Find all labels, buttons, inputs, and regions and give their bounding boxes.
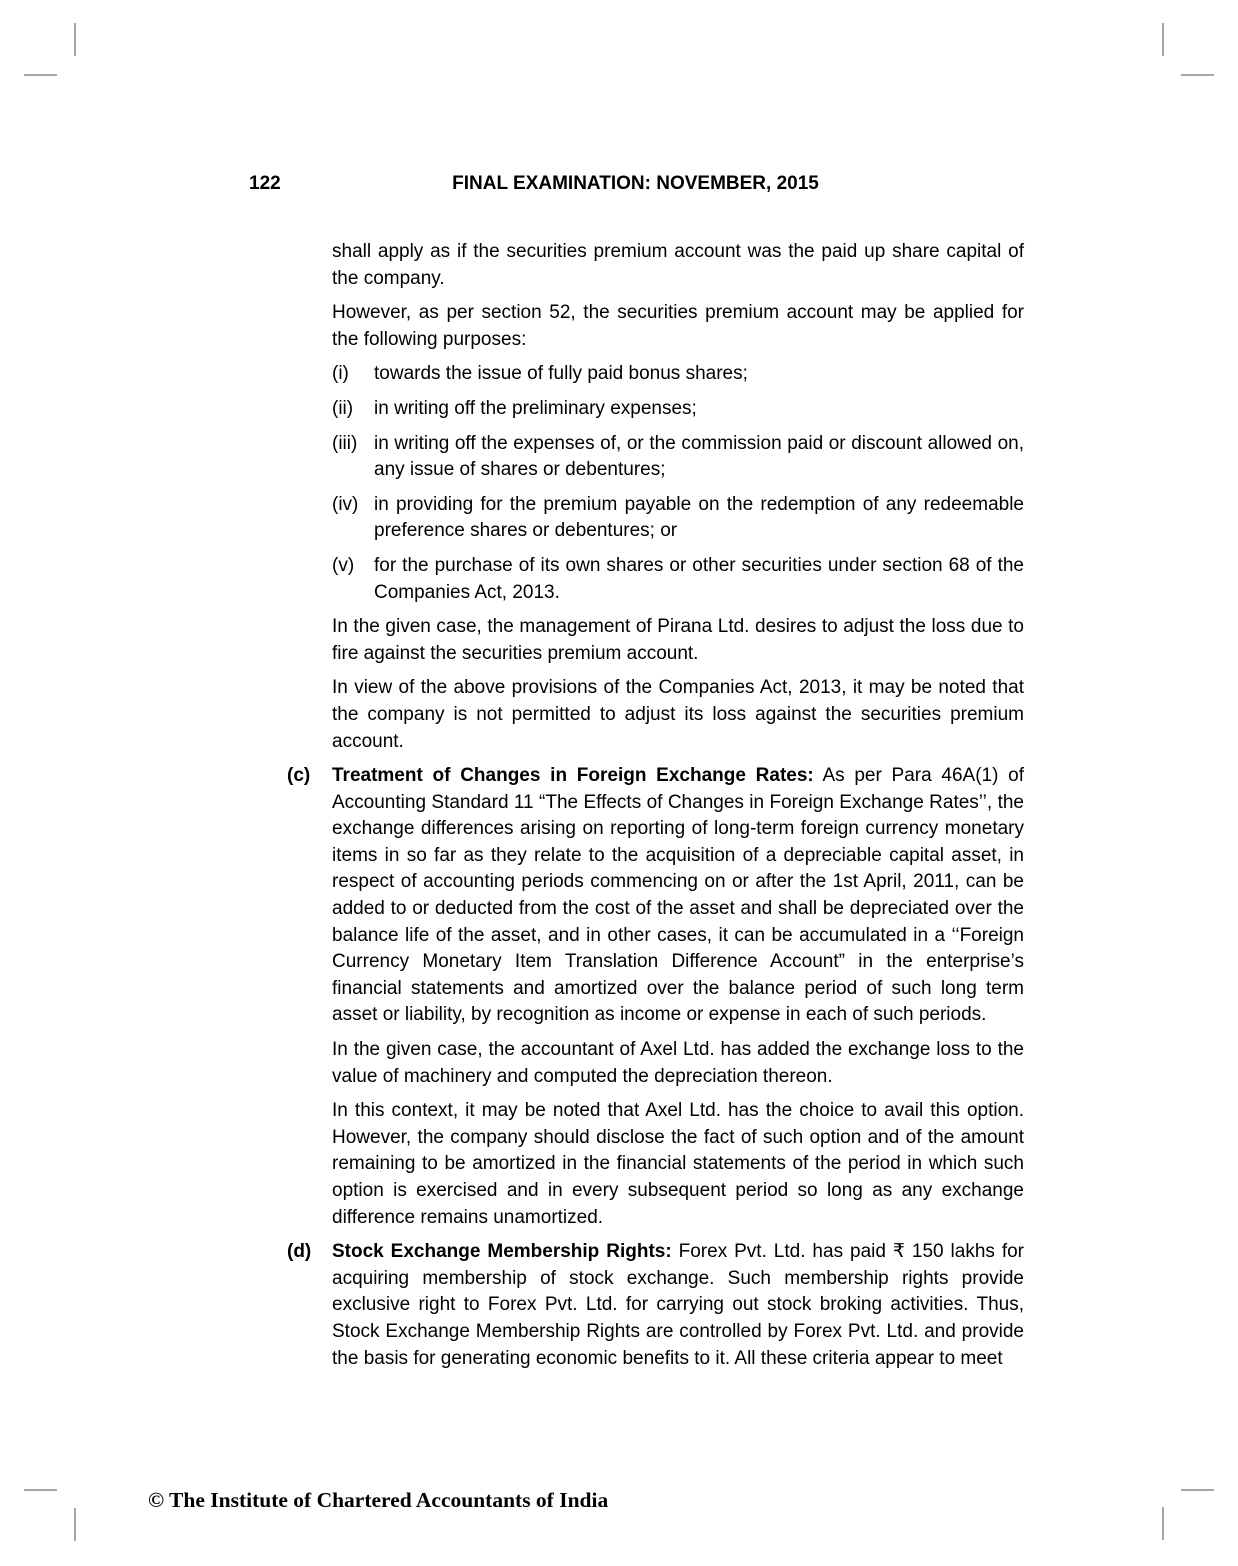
list-item: [332, 396, 1024, 423]
section-heading: Stock Exchange Membership Rights:: [332, 1241, 672, 1263]
document-body: [287, 239, 1024, 1380]
paragraph: However, as per section 52, the securities premium account may be applied for the following purposes:: [332, 302, 1024, 350]
list-item-text: towards the issue of fully paid bonus shares;: [374, 363, 748, 385]
paragraph: shall apply as if the securities premium account was the paid up share capital of the company.: [332, 241, 1024, 289]
crop-mark-bottom-left-vertical: [74, 1508, 76, 1541]
list-item-label: (iii): [332, 432, 358, 454]
list-item-text: in writing off the expenses of, or the commission paid or discount allowed on, any issue of shares or debentures;: [374, 432, 1024, 481]
paragraph: In the given case, the accountant of Axel Ltd. has added the exchange loss to the value of machinery and computed the depreciation thereon.: [332, 1039, 1024, 1087]
crop-mark-top-right-horizontal: [1181, 74, 1214, 76]
crop-mark-top-left-vertical: [74, 23, 76, 56]
crop-mark-bottom-right-horizontal: [1181, 1489, 1214, 1491]
list-item-label: (ii): [332, 397, 354, 419]
section-text: Forex Pvt. Ltd. has paid ₹ 150 lakhs for acquiring membership of stock exchange. Such membership rights provide exclusive right to Forex Pvt. Ltd. for carrying out stock broking activities. Thus, Stock Exchange Membership Rights are controlled by Forex Pvt. Ltd. and provide the basis for generating economic benefits to it. All these criteria appear to meet: [332, 1241, 1025, 1369]
paragraph: In the given case, the management of Pirana Ltd. desires to adjust the loss due to fire against the securities premium account.: [332, 616, 1024, 664]
list-item-text: in writing off the preliminary expenses;: [374, 397, 697, 419]
list-item-text: for the purchase of its own shares or other securities under section 68 of the Companies Act, 2013.: [374, 554, 1024, 603]
list-item: [332, 492, 1024, 545]
crop-mark-bottom-right-vertical: [1162, 1507, 1164, 1540]
crop-mark-top-right-vertical: [1162, 23, 1164, 56]
page-header: [247, 171, 1024, 197]
section-label: (c): [287, 765, 311, 787]
header-title: FINAL EXAMINATION: NOVEMBER, 2015: [452, 173, 819, 194]
list-item: [332, 553, 1024, 606]
paragraph: In view of the above provisions of the Companies Act, 2013, it may be noted that the company is not permitted to adjust its loss against the securities premium account.: [332, 677, 1024, 752]
section-body: [332, 1239, 1024, 1372]
section-label: (d): [287, 1241, 312, 1263]
copyright-footer: © The Institute of Chartered Accountants of India: [148, 1488, 609, 1512]
section-text: As per Para 46A(1) of Accounting Standard 11 “The Effects of Changes in Foreign Exchange Rates’’, the exchange differences arising on reporting of long-term foreign currency monetary items in so far as they relate to the acquisition of a depreciable capital asset, in respect of accounting periods commencing on or after the 1st April, 2011, can be added to or deducted from the cost of the asset and shall be depreciated over the balance life of the asset, and in other cases, it can be accumulated in a ‘‘Foreign Currency Monetary Item Translation Difference Account” in the enterprise’s financial statements and amortized over the balance period of such long term asset or liability, by recognition as income or expense in each of such periods.: [332, 765, 1024, 1026]
list-item-text: in providing for the premium payable on the redemption of any redeemable preference shares or debentures; or: [374, 493, 1024, 542]
list-item: [332, 431, 1024, 484]
list-item-label: (iv): [332, 493, 359, 515]
section-body: [332, 763, 1024, 1029]
crop-mark-top-left-horizontal: [24, 74, 57, 76]
list-item-label: (i): [332, 363, 349, 385]
list-item: [332, 361, 1024, 388]
paragraph: In this context, it may be noted that Axel Ltd. has the choice to avail this option. However, the company should disclose the fact of such option and of the amount remaining to be amortized in the financial statements of the period in which such option is exercised and in every subsequent period so long as any exchange difference remains unamortized.: [332, 1100, 1024, 1228]
crop-mark-bottom-left-horizontal: [24, 1489, 57, 1491]
list-item-label: (v): [332, 554, 355, 576]
section-d: [287, 1239, 1024, 1372]
section-c: [287, 763, 1024, 1029]
page-number: 122: [249, 173, 281, 194]
section-heading: Treatment of Changes in Foreign Exchange Rates:: [332, 765, 814, 787]
